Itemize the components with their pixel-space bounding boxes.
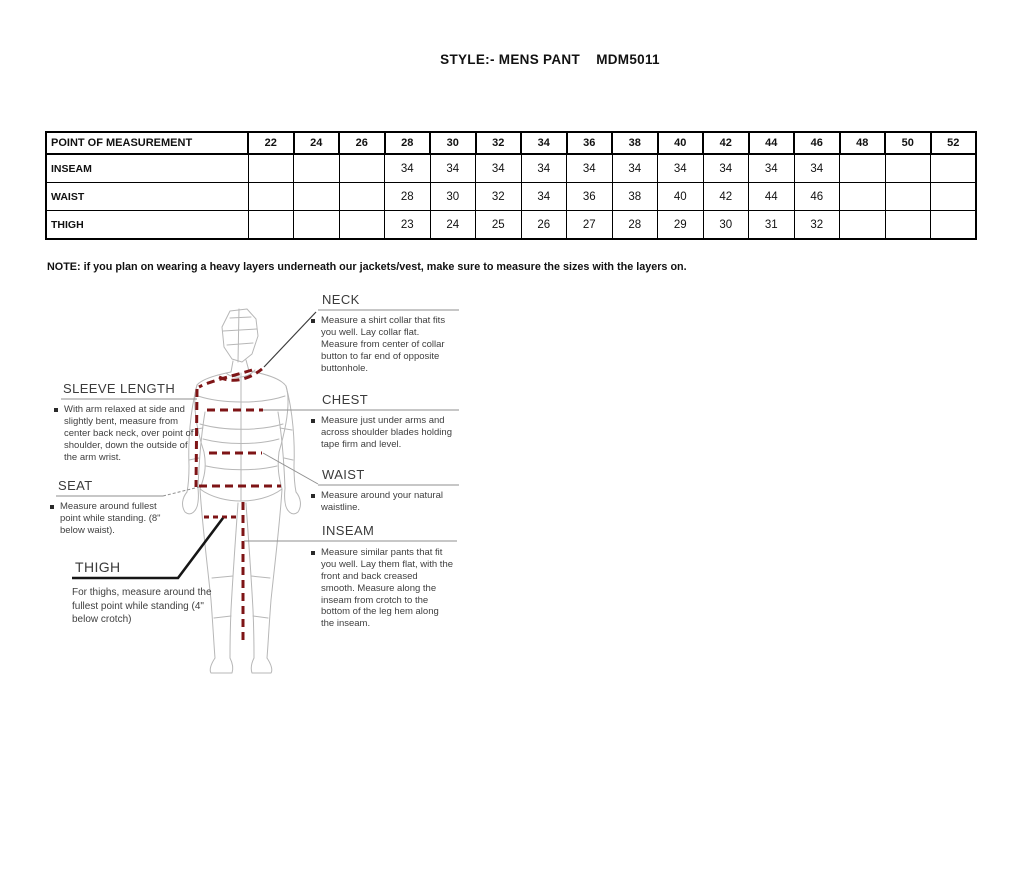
header-size-30: 30 bbox=[430, 132, 476, 154]
callout-thigh-title: THIGH bbox=[75, 559, 121, 575]
table-row-waist bbox=[46, 183, 976, 211]
table-row-thigh bbox=[46, 211, 976, 240]
callout-thigh-desc: For thighs, measure around the fullest point while standing (4" below crotch) bbox=[72, 587, 212, 625]
bullet-icon bbox=[311, 494, 315, 498]
callout-sleeve-title: SLEEVE LENGTH bbox=[63, 381, 176, 396]
value-cell-inseam-34: 34 bbox=[521, 154, 567, 183]
value-cell-inseam-22 bbox=[248, 154, 294, 183]
value-cell-waist-42: 42 bbox=[703, 183, 749, 211]
note-text: NOTE: if you plan on wearing a heavy layers underneath our jackets/vest, make sure to measure the sizes with the layers on. bbox=[47, 261, 687, 273]
value-cell-waist-50 bbox=[885, 183, 931, 211]
value-cell-inseam-30: 34 bbox=[430, 154, 476, 183]
value-cell-thigh-52 bbox=[931, 211, 977, 240]
value-cell-waist-32: 32 bbox=[476, 183, 522, 211]
value-cell-waist-44: 44 bbox=[749, 183, 795, 211]
value-cell-waist-36: 36 bbox=[567, 183, 613, 211]
header-size-32: 32 bbox=[476, 132, 522, 154]
callout-seat bbox=[50, 501, 190, 537]
callout-sleeve-desc: With arm relaxed at side and slightly bent, measure from center back neck, over point of shoulder, down the outside of the arm wrist. bbox=[64, 404, 194, 463]
header-size-42: 42 bbox=[703, 132, 749, 154]
value-cell-inseam-50 bbox=[885, 154, 931, 183]
size-table bbox=[45, 131, 977, 240]
value-cell-thigh-36: 27 bbox=[567, 211, 613, 240]
value-cell-inseam-44: 34 bbox=[749, 154, 795, 183]
callout-seat-title: SEAT bbox=[58, 478, 93, 493]
value-cell-waist-46: 46 bbox=[794, 183, 840, 211]
value-cell-thigh-34: 26 bbox=[521, 211, 567, 240]
value-cell-waist-34: 34 bbox=[521, 183, 567, 211]
header-size-22: 22 bbox=[248, 132, 294, 154]
callout-waist-title: WAIST bbox=[322, 467, 365, 482]
value-cell-thigh-24 bbox=[294, 211, 340, 240]
value-cell-inseam-52 bbox=[931, 154, 977, 183]
header-size-44: 44 bbox=[749, 132, 795, 154]
value-cell-waist-40: 40 bbox=[658, 183, 704, 211]
page-title: STYLE:- MENS PANT MDM5011 bbox=[440, 52, 660, 67]
value-cell-inseam-46: 34 bbox=[794, 154, 840, 183]
callout-seat-desc: Measure around fullest point while standing. (8" below waist). bbox=[60, 501, 161, 536]
table-header-row bbox=[46, 132, 976, 154]
value-cell-thigh-50 bbox=[885, 211, 931, 240]
callout-inseam-desc: Measure similar pants that fit you well. Lay them flat, with the front and back creased smooth. Measure along the inseam from crotch to the bottom of the leg hem along the inseam. bbox=[321, 547, 454, 630]
value-cell-waist-48 bbox=[840, 183, 886, 211]
value-cell-thigh-42: 30 bbox=[703, 211, 749, 240]
callout-chest-desc: Measure just under arms and across shoulder blades holding tape firm and level. bbox=[321, 415, 452, 450]
value-cell-thigh-48 bbox=[840, 211, 886, 240]
header-size-36: 36 bbox=[567, 132, 613, 154]
value-cell-waist-52 bbox=[931, 183, 977, 211]
header-size-48: 48 bbox=[840, 132, 886, 154]
value-cell-thigh-38: 28 bbox=[612, 211, 658, 240]
bullet-icon bbox=[311, 551, 315, 555]
callout-waist bbox=[311, 490, 461, 514]
value-cell-waist-26 bbox=[339, 183, 385, 211]
neck-callout-line bbox=[264, 312, 316, 367]
value-cell-thigh-44: 31 bbox=[749, 211, 795, 240]
callout-chest bbox=[311, 415, 461, 451]
header-size-24: 24 bbox=[294, 132, 340, 154]
waist-callout-line bbox=[263, 453, 318, 484]
value-cell-thigh-22 bbox=[248, 211, 294, 240]
header-size-28: 28 bbox=[385, 132, 431, 154]
header-size-52: 52 bbox=[931, 132, 977, 154]
value-cell-thigh-32: 25 bbox=[476, 211, 522, 240]
value-cell-inseam-40: 34 bbox=[658, 154, 704, 183]
value-cell-inseam-38: 34 bbox=[612, 154, 658, 183]
callout-inseam bbox=[311, 547, 461, 630]
value-cell-thigh-26 bbox=[339, 211, 385, 240]
header-size-34: 34 bbox=[521, 132, 567, 154]
callout-neck bbox=[311, 315, 461, 374]
value-cell-inseam-32: 34 bbox=[476, 154, 522, 183]
value-cell-thigh-28: 23 bbox=[385, 211, 431, 240]
value-cell-waist-28: 28 bbox=[385, 183, 431, 211]
value-cell-inseam-42: 34 bbox=[703, 154, 749, 183]
header-point-of-measurement: POINT OF MEASUREMENT bbox=[46, 132, 248, 154]
row-label-thigh: THIGH bbox=[46, 211, 248, 240]
callout-neck-title: NECK bbox=[322, 292, 360, 307]
header-size-38: 38 bbox=[612, 132, 658, 154]
header-size-46: 46 bbox=[794, 132, 840, 154]
header-size-40: 40 bbox=[658, 132, 704, 154]
bullet-icon bbox=[311, 419, 315, 423]
seat-callout-line bbox=[163, 487, 199, 496]
callout-waist-desc: Measure around your natural waistline. bbox=[321, 490, 443, 513]
row-label-waist: WAIST bbox=[46, 183, 248, 211]
value-cell-waist-30: 30 bbox=[430, 183, 476, 211]
value-cell-inseam-26 bbox=[339, 154, 385, 183]
value-cell-inseam-36: 34 bbox=[567, 154, 613, 183]
header-size-26: 26 bbox=[339, 132, 385, 154]
callout-sleeve bbox=[54, 404, 204, 463]
bullet-icon bbox=[50, 505, 54, 509]
value-cell-thigh-30: 24 bbox=[430, 211, 476, 240]
bullet-icon bbox=[311, 319, 315, 323]
value-cell-inseam-24 bbox=[294, 154, 340, 183]
row-label-inseam: INSEAM bbox=[46, 154, 248, 183]
header-size-50: 50 bbox=[885, 132, 931, 154]
bullet-icon bbox=[54, 408, 58, 412]
value-cell-waist-24 bbox=[294, 183, 340, 211]
value-cell-thigh-46: 32 bbox=[794, 211, 840, 240]
table-row-inseam bbox=[46, 154, 976, 183]
callout-inseam-title: INSEAM bbox=[322, 523, 375, 538]
neck-measure-line bbox=[219, 369, 262, 380]
callout-chest-title: CHEST bbox=[322, 392, 369, 407]
value-cell-inseam-28: 34 bbox=[385, 154, 431, 183]
value-cell-thigh-40: 29 bbox=[658, 211, 704, 240]
value-cell-inseam-48 bbox=[840, 154, 886, 183]
value-cell-waist-22 bbox=[248, 183, 294, 211]
callout-neck-desc: Measure a shirt collar that fits you well. Lay collar flat. Measure from center of collar button to far end of opposite buttonhole. bbox=[321, 315, 446, 374]
sleeve-measure-line bbox=[199, 370, 252, 387]
value-cell-waist-38: 38 bbox=[612, 183, 658, 211]
callout-thigh bbox=[72, 586, 222, 627]
